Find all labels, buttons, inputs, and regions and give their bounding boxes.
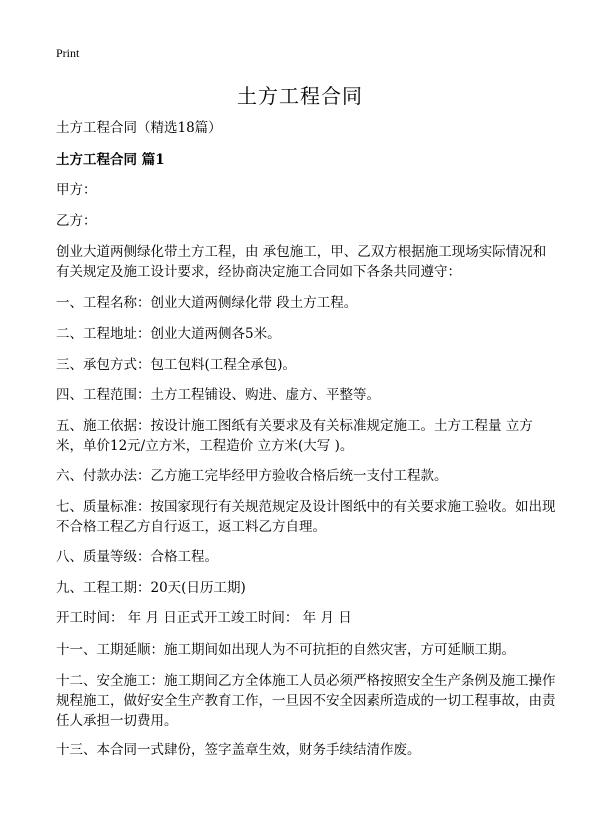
clause-item: 九、工程工期：20天(日历工期): [56, 580, 246, 596]
document-title: 土方工程合同: [237, 84, 363, 108]
party-b-line: 乙方：: [56, 213, 97, 229]
clause-item: 开工时间： 年 月 日正式开工竣工时间： 年 月 日: [56, 610, 352, 626]
clause-item: 四、工程范围：土方工程铺设、购进、虚方、平整等。: [56, 387, 380, 403]
document-subtitle: 土方工程合同（精选18篇）: [56, 120, 222, 136]
clause-item: 一、工程名称：创业大道两侧绿化带 段土方工程。: [56, 295, 358, 311]
clause-item: 十二、安全施工：施工期间乙方全体施工人员必须严格按照安全生产条例及施工操作规程施工，做好安全生产教育工作，一旦因不安全因素所造成的一切工程事故，由责任人承担一切费用。: [56, 673, 556, 729]
clause-item: 三、承包方式：包工包料(工程全承包)。: [56, 357, 297, 373]
intro-paragraph: 创业大道两侧绿化带土方工程，由 承包施工，甲、乙双方根据施工现场实际情况和有关规定及施工设计要求，经协商决定施工合同如下各条共同遵守：: [56, 244, 547, 280]
clause-item: 六、付款办法：乙方施工完毕经甲方验收合格后统一支付工程款。: [56, 468, 448, 484]
clause-item: 二、工程地址：创业大道两侧各5米。: [56, 326, 281, 342]
clause-item: 七、质量标准：按国家现行有关规范规定及设计图纸中的有关要求施工验收。如出现不合格工程乙方自行返工，返工料乙方自理。: [56, 499, 556, 535]
clause-item: 五、施工依据：按设计施工图纸有关要求及有关标准规定施工。土方工程量 立方米，单价12元/立方米，工程造价 立方米(大写 )。: [56, 418, 533, 454]
print-label[interactable]: Print: [56, 46, 80, 60]
clause-item: 八、质量等级：合格工程。: [56, 549, 218, 565]
clause-item: 十一、工期延顺：施工期间如出现人为不可抗拒的自然灾害，方可延顺工期。: [56, 642, 515, 658]
section-heading: 土方工程合同 篇1: [56, 152, 165, 168]
party-a-line: 甲方：: [56, 182, 97, 198]
clause-item: 十三、本合同一式肆份，签字盖章生效，财务手续结清作废。: [56, 742, 421, 758]
